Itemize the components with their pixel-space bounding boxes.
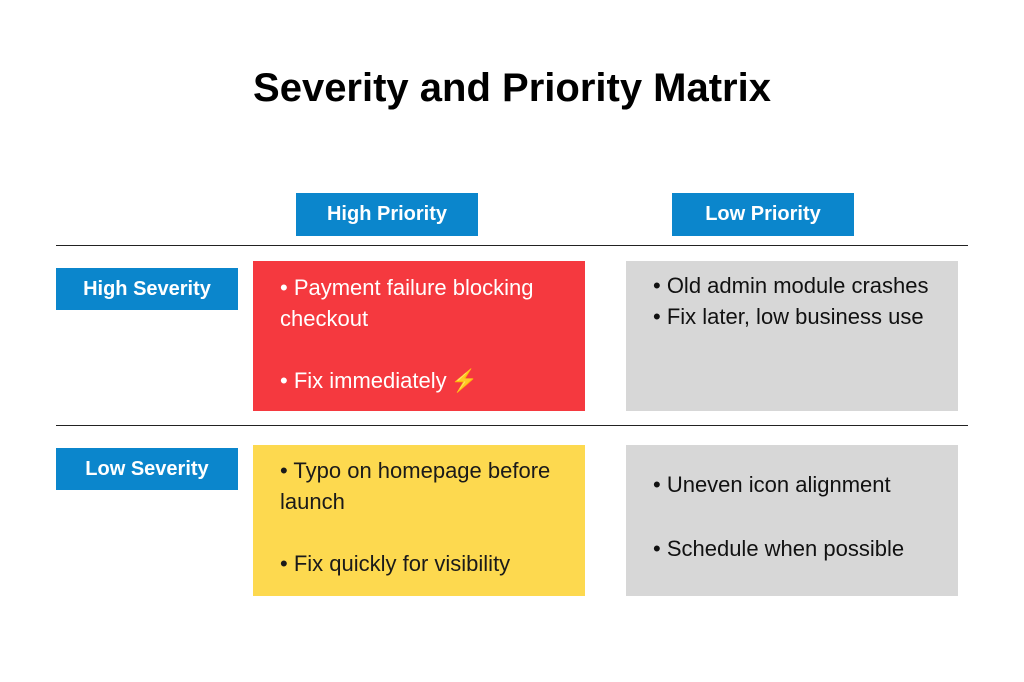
cell-item: • Typo on homepage before launch	[280, 458, 551, 514]
cell-low-severity-low-priority	[626, 445, 958, 596]
cell-item: • Schedule when possible	[653, 536, 905, 561]
lightning-bolt-icon: ⚡	[450, 368, 479, 393]
divider-top	[56, 245, 968, 246]
cell-item: • Fix later, low business use	[653, 304, 924, 329]
cell-item: • Fix immediately	[280, 368, 447, 393]
page-title: Severity and Priority Matrix	[253, 66, 771, 110]
cell-high-severity-high-priority	[253, 261, 585, 411]
cell-high-severity-low-priority	[626, 261, 958, 411]
cell-item: • Payment failure blocking checkout	[280, 275, 534, 331]
column-header-high-priority: High Priority	[296, 193, 478, 236]
divider-middle	[56, 425, 968, 426]
row-header-low-severity: Low Severity	[56, 448, 238, 490]
row-header-high-severity: High Severity	[56, 268, 238, 310]
cell-item: • Old admin module crashes	[653, 273, 929, 298]
cell-item-row	[280, 365, 563, 396]
cell-item: • Fix quickly for visibility	[280, 551, 511, 576]
cell-low-severity-high-priority	[253, 445, 585, 596]
cell-item: • Uneven icon alignment	[653, 472, 891, 497]
column-header-low-priority: Low Priority	[672, 193, 854, 236]
